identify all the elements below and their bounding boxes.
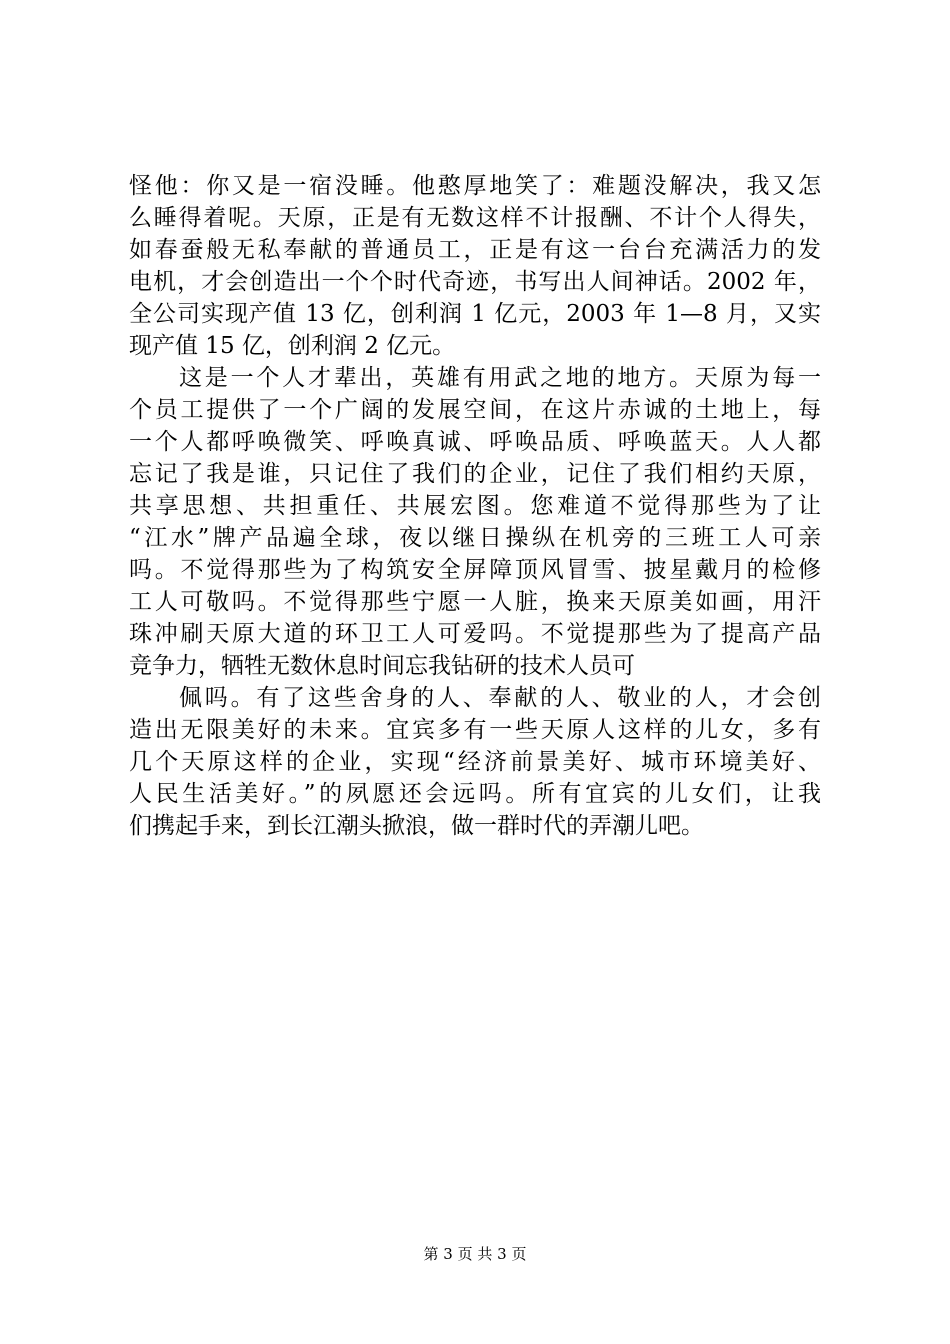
body-text [129,170,821,842]
text-line: 珠冲刷天原大道的环卫工人可爱吗。不觉提那些为了提高产品 [129,621,821,647]
text-line: 几个天原这样的企业，实现“经济前景美好、城市环境美好、 [129,749,821,775]
text-line: 电机，才会创造出一个个时代奇迹，书写出人间神话。2002 年， [129,269,821,295]
text-line: 怪他：你又是一宿没睡。他憨厚地笑了：难题没解决，我又怎 [129,173,821,199]
text-line: 工人可敬吗。不觉得那些宁愿一人脏，换来天原美如画，用汗 [129,589,821,615]
text-line: 佩吗。有了这些舍身的人、奉献的人、敬业的人，才会创 [179,685,821,711]
text-line: 共享思想、共担重任、共展宏图。您难道不觉得那些为了让 [129,493,821,519]
text-line: 吗。不觉得那些为了构筑安全屏障顶风冒雪、披星戴月的检修 [129,557,821,583]
text-line: “江水”牌产品遍全球，夜以继日操纵在机旁的三班工人可亲 [129,525,821,551]
page-footer [0,1244,950,1264]
text-line: 现产值 15 亿，创利润 2 亿元。 [129,333,456,359]
text-line: 人民生活美好。”的夙愿还会远吗。所有宜宾的儿女们，让我 [129,781,821,807]
text-line: 个员工提供了一个广阔的发展空间，在这片赤诚的土地上，每 [129,397,821,423]
text-line: 造出无限美好的未来。宜宾多有一些天原人这样的儿女，多有 [129,717,821,743]
page-number: 第 3 页 共 3 页 [423,1245,527,1263]
text-line: 么睡得着呢。天原，正是有无数这样不计报酬、不计个人得失， [129,205,821,231]
text-line: 忘记了我是谁，只记住了我们的企业，记住了我们相约天原， [129,461,821,487]
text-line: 们携起手来，到长江潮头掀浪，做一群时代的弄潮儿吧。 [129,813,704,839]
text-line: 全公司实现产值 13 亿，创利润 1 亿元，2003 年 1—8 月，又实 [129,301,821,327]
text-line: 竞争力，牺牲无数休息时间忘我钻研的技术人员可 [129,653,635,679]
text-line: 如春蚕般无私奉献的普通员工，正是有这一台台充满活力的发 [129,237,821,263]
text-line: 这是一个人才辈出，英雄有用武之地的地方。天原为每一 [179,365,821,391]
text-line: 一个人都呼唤微笑、呼唤真诚、呼唤品质、呼唤蓝天。人人都 [129,429,821,455]
